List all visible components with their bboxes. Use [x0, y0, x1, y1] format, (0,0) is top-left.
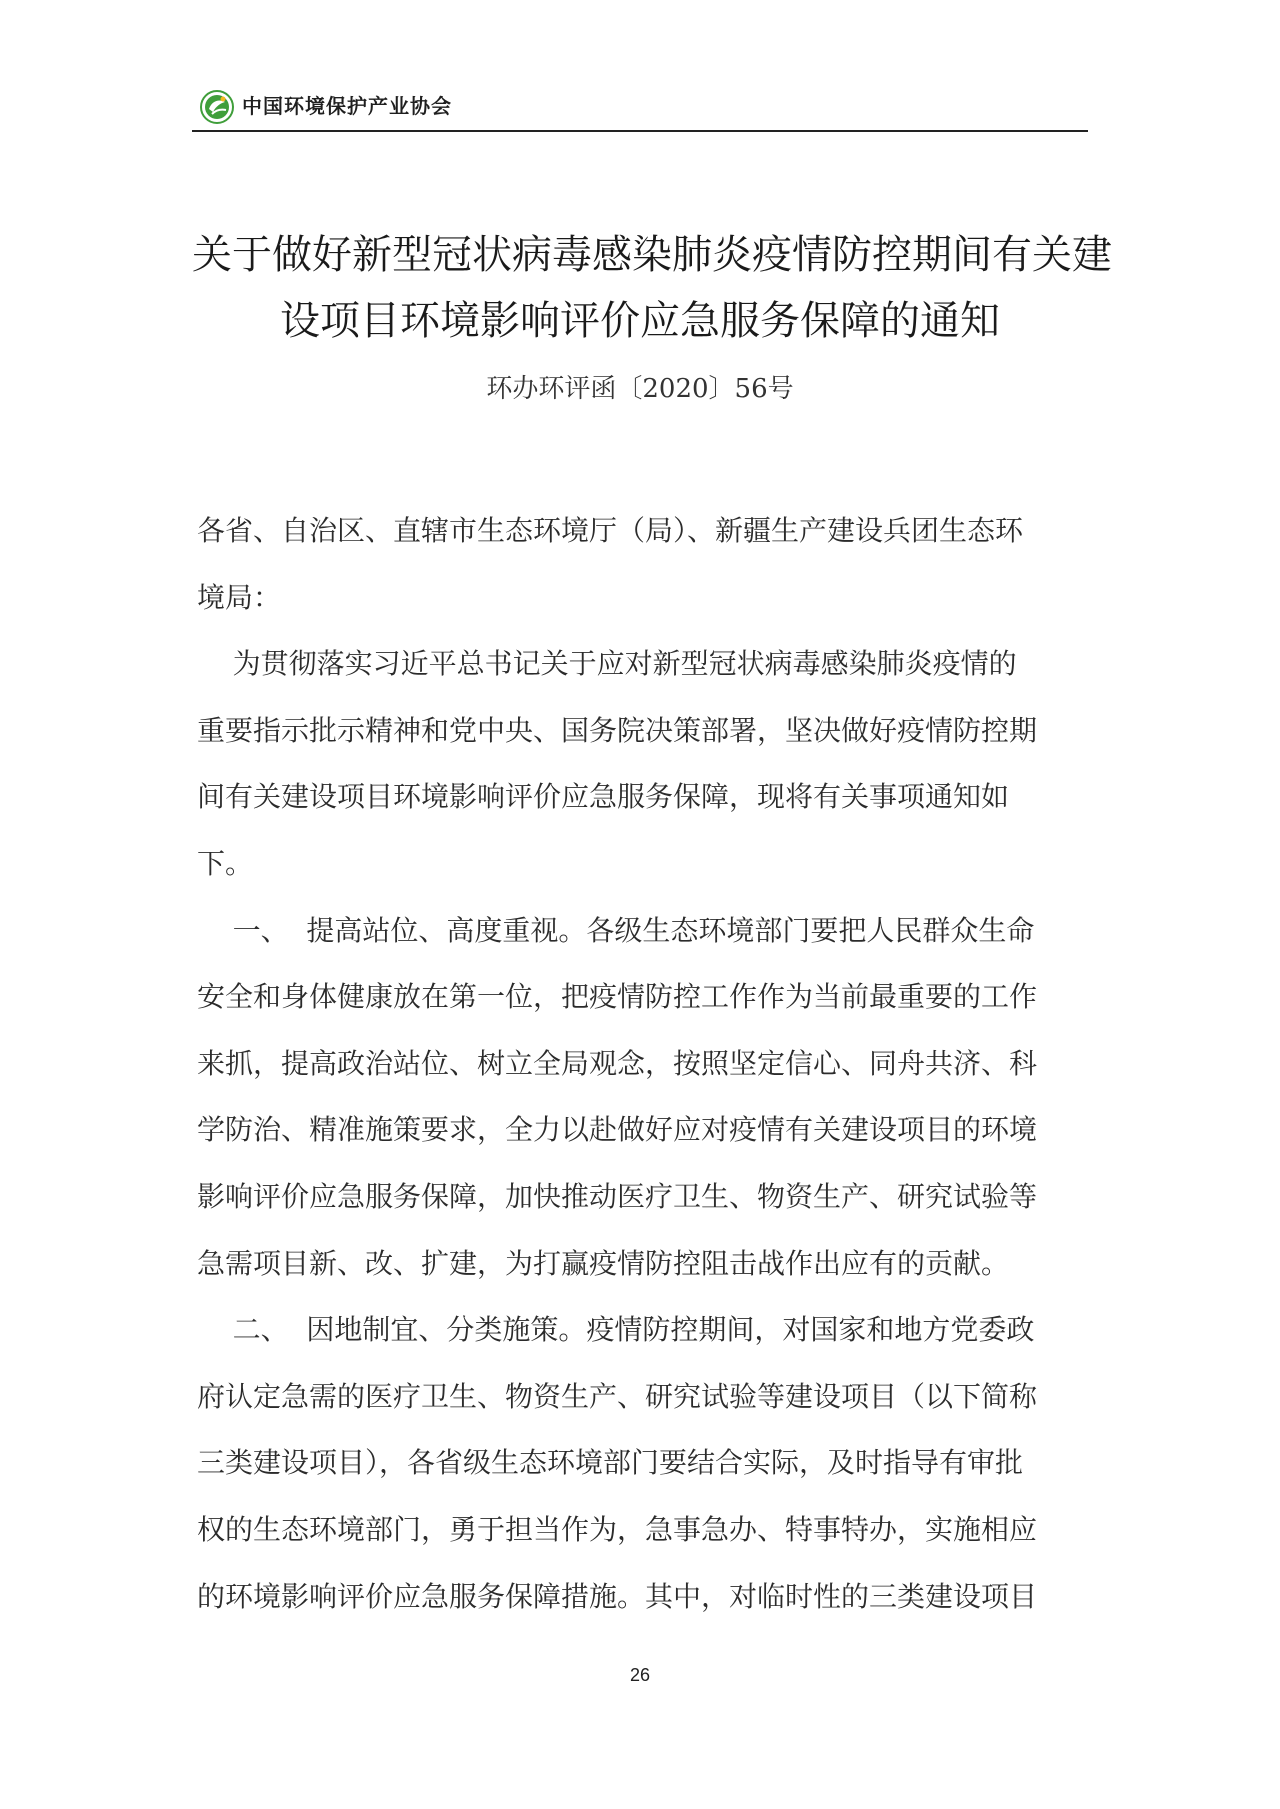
body-line: 学防治、精准施策要求，全力以赴做好应对疫情有关建设项目的环境 — [197, 1113, 1038, 1147]
body-line: 间有关建设项目环境影响评价应急服务保障，现将有关事项通知如 — [197, 780, 1010, 814]
title-line-1: 关于做好新型冠状病毒感染肺炎疫情防控期间有关建 — [192, 232, 1112, 278]
body-line: 各省、自治区、直辖市生态环境厅（局）、新疆生产建设兵团生态环 — [197, 514, 1024, 547]
body-line: 重要指示批示精神和党中央、国务院决策部署，坚决做好疫情防控期 — [197, 713, 1038, 747]
body-line: 为贯彻落实习近平总书记关于应对新型冠状病毒感染肺炎疫情的 — [197, 647, 1017, 681]
page-number: 26 — [629, 1665, 651, 1685]
body-line: 来抓，提高政治站位、树立全局观念，按照坚定信心、同舟共济、科 — [197, 1046, 1038, 1080]
title-line-2: 设项目环境影响评价应急服务保障的通知 — [280, 298, 1000, 344]
organization-name: 中国环境保护产业协会 — [242, 94, 452, 118]
body-line: 安全和身体健康放在第一位，把疫情防控工作作为当前最重要的工作 — [197, 980, 1038, 1014]
body-line: 下。 — [197, 846, 254, 880]
body-line: 急需项目新、改、扩建，为打赢疫情防控阻击战作出应有的贡献。 — [197, 1246, 1010, 1280]
environmental-protection-association-logo — [200, 90, 234, 124]
document-number: 环办环评函〔2020〕56号 — [486, 374, 794, 404]
body-line: 二、 因地制宜、分类施策。疫情防控期间，对国家和地方党委政 — [197, 1313, 1035, 1347]
body-line: 境局： — [197, 580, 282, 614]
body-line: 权的生态环境部门，勇于担当作为，急事急办、特事特办，实施相应 — [197, 1512, 1038, 1546]
body-line: 一、 提高站位、高度重视。各级生态环境部门要把人民群众生命 — [197, 913, 1035, 947]
body-line: 三类建设项目），各省级生态环境部门要结合实际，及时指导有审批 — [197, 1446, 1024, 1480]
document-title — [192, 222, 1112, 354]
body-line: 的环境影响评价应急服务保障措施。其中，对临时性的三类建设项目 — [197, 1579, 1038, 1613]
body-line: 府认定急需的医疗卫生、物资生产、研究试验等建设项目（以下简称 — [197, 1379, 1038, 1413]
document-body — [197, 498, 1087, 1630]
body-line: 影响评价应急服务保障，加快推动医疗卫生、物资生产、研究试验等 — [197, 1179, 1038, 1213]
page-header — [192, 84, 1088, 132]
